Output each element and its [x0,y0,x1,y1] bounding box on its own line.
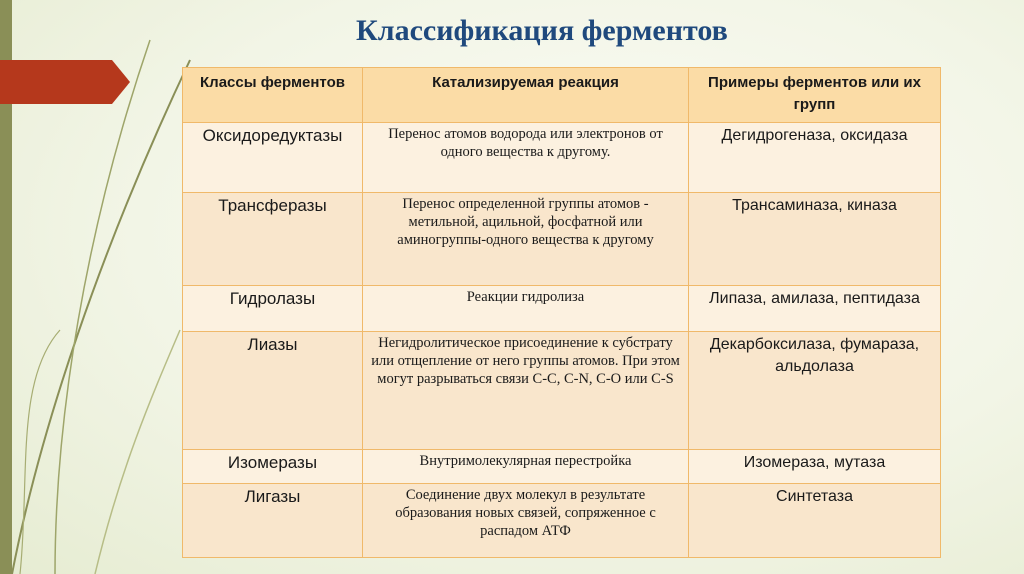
enzyme-classification-table [182,67,941,558]
class-cell: Лигазы [183,484,363,558]
class-cell: Трансферазы [183,193,363,286]
decorative-curves [0,0,200,574]
slide-title: Классификация ферментов [356,14,728,47]
examples-cell: Трансаминаза, киназа [689,193,941,286]
examples-cell: Дегидрогеназа, оксидаза [689,123,941,193]
table-row [183,286,941,332]
curve-line-3 [95,330,180,574]
examples-cell: Синтетаза [689,484,941,558]
reaction-cell: Негидролитическое присоединение к субстрату или отщепление от него группы атомов. При этом могут разрываться связи С-С, С-N, С-О или C-S [363,332,689,450]
table-row [183,123,941,193]
table-row [183,193,941,286]
reaction-cell: Перенос определенной группы атомов - метильной, ацильной, фосфатной или аминогруппы-одного вещества к другому [363,193,689,286]
curve-line-2 [55,40,150,574]
reaction-cell: Перенос атомов водорода или электронов от одного вещества к другому. [363,123,689,193]
curve-line-1 [12,60,190,574]
reaction-cell: Реакции гидролиза [363,286,689,332]
header-examples: Примеры ферментов или их групп [689,68,941,123]
table-header-row [183,68,941,123]
examples-cell: Изомераза, мутаза [689,450,941,484]
red-arrow-shape [0,60,130,104]
table-row [183,332,941,450]
reaction-cell: Соединение двух молекул в результате образования новых связей, сопряженное с распадом АТФ [363,484,689,558]
table-row [183,450,941,484]
header-reaction: Катализируемая реакция [363,68,689,123]
table-row [183,484,941,558]
reaction-cell: Внутримолекулярная перестройка [363,450,689,484]
examples-cell: Липаза, амилаза, пептидаза [689,286,941,332]
examples-cell: Декарбоксилаза, фумараза, альдолаза [689,332,941,450]
class-cell: Оксидоредуктазы [183,123,363,193]
class-cell: Изомеразы [183,450,363,484]
header-classes: Классы ферментов [183,68,363,123]
class-cell: Лиазы [183,332,363,450]
class-cell: Гидролазы [183,286,363,332]
curve-line-4 [20,330,60,574]
